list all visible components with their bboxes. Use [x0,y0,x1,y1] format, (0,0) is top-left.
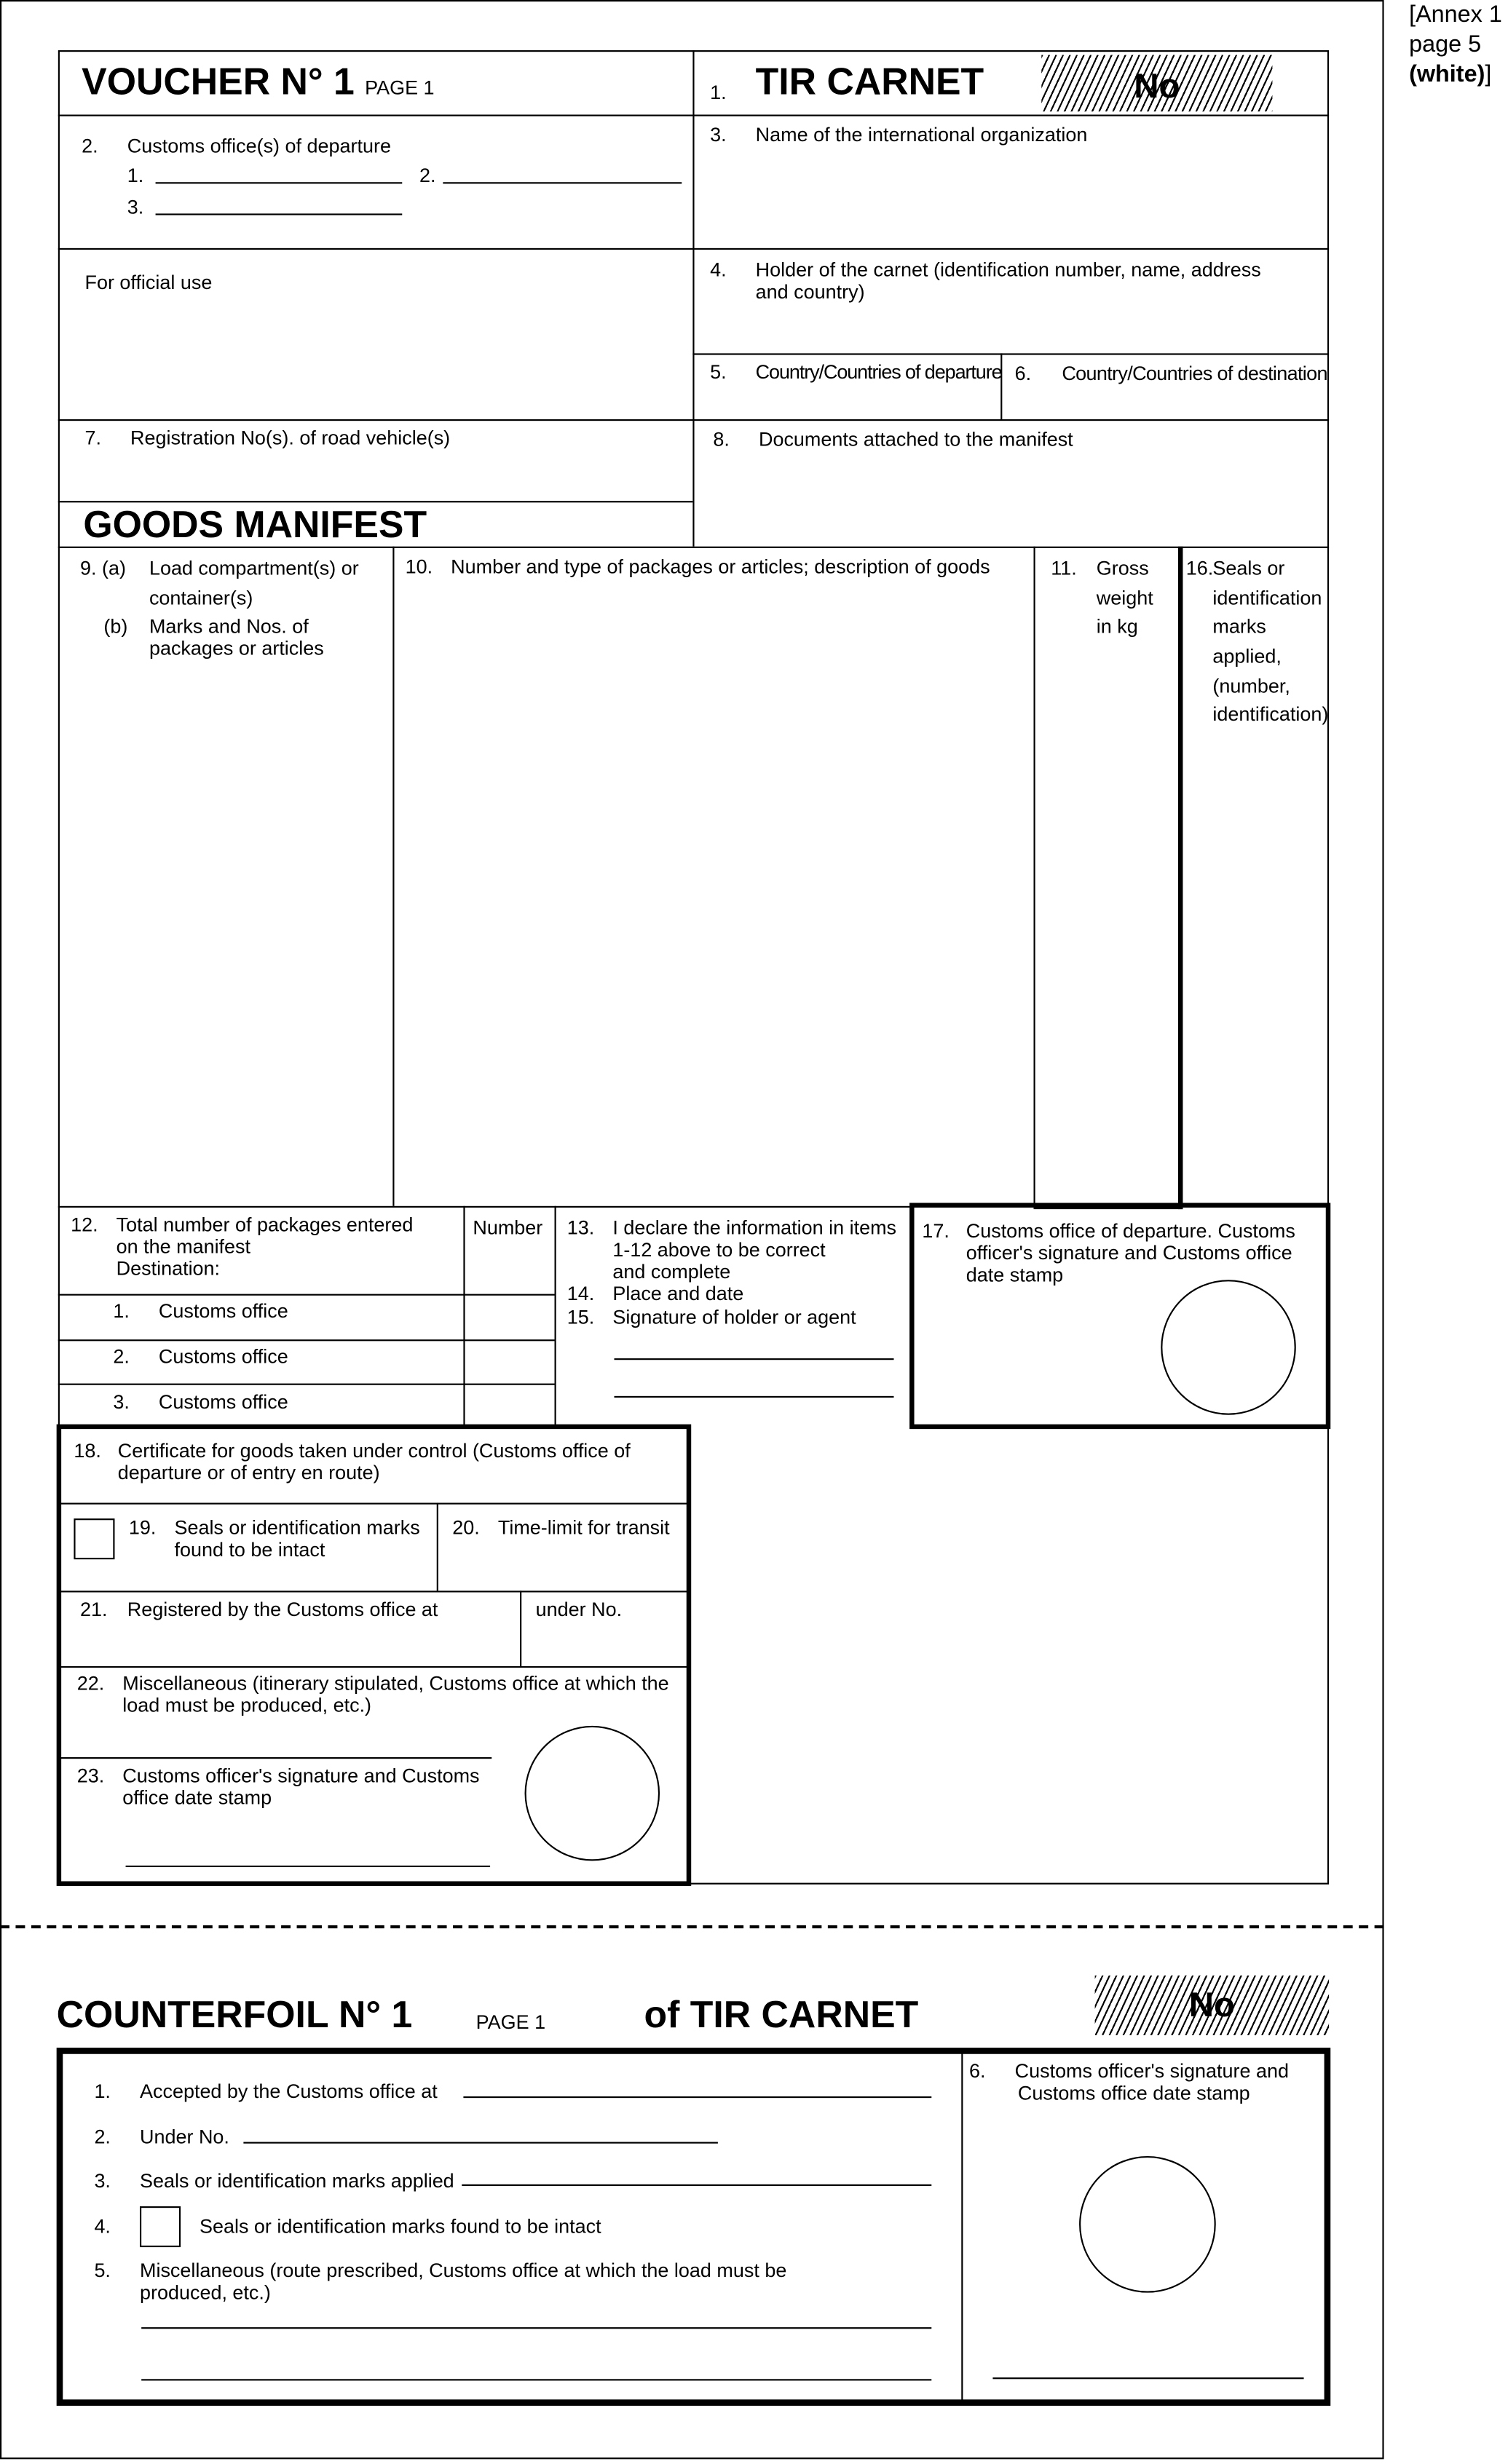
departure-office-3-line[interactable] [156,213,403,215]
cf-item-6-number: 6. [969,2060,986,2083]
field-3-number: 3. [710,124,727,146]
cf-item-4-number: 4. [94,2215,111,2238]
divider [437,1503,438,1591]
field-16-number: 16. [1185,557,1214,580]
field-7-number: 7. [84,427,102,449]
divider [58,1294,555,1296]
carnet-number-field [1041,55,1272,112]
field-12-label: Total number of packages entered [116,1213,414,1236]
field-13-label: I declare the information in items [612,1216,897,1240]
cf-item-2-number: 2. [94,2126,111,2149]
field-22-label: Miscellaneous (itinerary stipulated, Customs office at which the [122,1672,669,1695]
cf-signature-line[interactable] [992,2377,1303,2379]
field-18-number: 18. [74,1440,101,1462]
dest-2-number: 2. [113,1345,130,1368]
field-16-label: identification [1212,587,1322,610]
departure-office-2-label: 2. [419,165,436,187]
stamp-circle-23 [525,1726,660,1861]
stamp-circle-17 [1161,1280,1296,1415]
field-11-label: weight [1096,587,1153,610]
divider [58,1666,690,1668]
divider [692,50,694,547]
field-2-label: Customs office(s) of departure [127,135,391,157]
divider [692,353,1329,354]
field-4-number: 4. [710,258,727,282]
field-22-number: 22. [76,1672,105,1695]
voucher-title-text: VOUCHER N° 1 [82,61,355,104]
cf-item-6-label: Customs officer's signature and [1014,2060,1289,2083]
departure-office-3-label: 3. [127,196,144,218]
official-use-label: For official use [84,272,213,294]
divider [58,1384,555,1385]
departure-office-1-line[interactable] [156,182,403,183]
cf-item-1-label: Accepted by the Customs office at [139,2080,438,2103]
dest-2-label: Customs office [158,1345,288,1368]
field-14-label: Place and date [612,1283,744,1305]
counterfoil-page: PAGE 1 [475,2011,546,2034]
field-17-number: 17. [922,1220,950,1243]
field-12-label: Destination: [116,1257,221,1280]
field-11-number: 11. [1051,557,1077,580]
cf-item-4-label: Seals or identification marks found to be intact [199,2215,601,2238]
field-12-label: on the manifest [116,1235,251,1258]
field-19-number: 19. [128,1516,157,1540]
counterfoil-number-field [1095,1976,1329,2035]
number-column-label: Number [473,1216,543,1240]
field-13-label: and complete [612,1261,731,1283]
field-21-number: 21. [80,1599,108,1621]
field-18-label: departure or of entry en route) [117,1462,380,1484]
cf-item-5-number: 5. [94,2259,111,2282]
field-15-label: Signature of holder or agent [612,1306,856,1329]
field-13-label: 1-12 above to be correct [612,1239,826,1261]
field-16-label: identification) [1212,703,1329,726]
field-19-label: Seals or identification marks [174,1516,420,1540]
perforation-line [0,1925,1384,1928]
divider [1034,547,1035,1206]
divider [58,547,1329,548]
cf-item-1-line[interactable] [463,2096,931,2098]
divider [58,114,1329,116]
cf-misc-line-2[interactable] [141,2379,931,2380]
place-date-line[interactable] [615,1358,894,1360]
field-16-label: (number, [1212,675,1290,697]
cf-seals-intact-checkbox[interactable] [140,2206,181,2247]
field-6-number: 6. [1014,363,1032,385]
divider [58,248,1329,250]
divider [555,1206,556,1426]
departure-office-1-label: 1. [127,165,144,187]
field-20-number: 20. [452,1516,480,1540]
cf-item-5-label-cont: produced, etc.) [139,2281,271,2304]
field-16-label: Seals or [1212,557,1285,580]
annex-line: [Annex 1 [1409,1,1502,28]
field-8-number: 8. [713,428,730,451]
cf-item-2-label: Under No. [139,2126,229,2149]
field-9a-label: Load compartment(s) or [149,557,359,580]
voucher-title [82,63,434,108]
cf-misc-line-1[interactable] [141,2327,931,2329]
field-22-label: load must be produced, etc.) [122,1694,372,1716]
field-5-label: Country/Countries of departure [755,361,1002,384]
field-5-number: 5. [710,361,727,384]
counterfoil-no-label: No [1188,1984,1235,2024]
annex-bracket: ] [1485,61,1492,88]
field-16-label: marks [1212,615,1266,638]
field-23-label: Customs officer's signature and Customs [122,1764,480,1788]
field-11-label: Gross [1096,557,1149,580]
divider [58,1590,690,1592]
field-20-label: Time-limit for transit [497,1516,670,1540]
departure-office-2-line[interactable] [443,182,682,183]
divider-thick [1178,547,1183,1209]
divider [58,1503,690,1505]
dest-3-number: 3. [113,1391,130,1414]
divider [392,547,394,1206]
field-10-label: Number and type of packages or articles; description of goods [451,555,990,578]
field-6-label: Country/Countries of destination [1062,363,1327,385]
annex-color [1409,60,1491,90]
field-11-label: in kg [1096,615,1138,638]
field-17-label: Customs office of departure. Customs [966,1220,1295,1243]
field-15-number: 15. [567,1306,595,1329]
cf-item-3-number: 3. [94,2170,111,2192]
carnet-no-label: No [1134,66,1180,106]
field-4-label: Holder of the carnet (identification number, name, address [755,258,1261,282]
voucher-page: PAGE 1 [365,76,435,99]
divider [961,2051,963,2402]
field-19-label: found to be intact [174,1539,325,1561]
field-8-label: Documents attached to the manifest [758,428,1073,451]
annex-color-text: (white) [1409,61,1485,88]
divider [520,1590,521,1666]
dest-1-label: Customs office [158,1300,288,1323]
field-23-number: 23. [76,1764,105,1788]
under-no-label: under No. [535,1599,623,1621]
tir-carnet-title: TIR CARNET [755,61,984,104]
signature-line[interactable] [615,1396,894,1398]
field-23-label: office date stamp [122,1787,272,1810]
field-18-label: Certificate for goods taken under control (Customs office of [117,1440,631,1462]
field-16-label: applied, [1212,645,1282,668]
seals-intact-checkbox[interactable] [74,1518,114,1559]
divider [58,1757,492,1759]
dest-3-label: Customs office [158,1391,288,1414]
cf-item-6-label-cont: Customs office date stamp [1017,2082,1250,2104]
field-4-label-cont: and country) [755,281,865,304]
field-9a-label-cont: container(s) [149,587,253,610]
field-2-number: 2. [82,135,98,157]
divider [58,1206,911,1208]
cf-item-2-line[interactable] [243,2142,718,2144]
field-3-label: Name of the international organization [755,124,1088,146]
field-17-label: date stamp [966,1264,1064,1286]
cf-item-3-line[interactable] [462,2184,931,2186]
field-9b-label: Marks and Nos. of [149,615,309,638]
divider [58,1339,555,1341]
counterfoil-title: COUNTERFOIL N° 1 [56,1994,413,2037]
divider [58,419,1329,421]
field-9b-number: (b) [103,615,128,638]
field-9-number: 9. (a) [80,557,126,580]
cf-stamp-circle [1079,2156,1216,2293]
divider [463,1206,465,1426]
cf-item-5-label: Miscellaneous (route prescribed, Customs office at which the load must be [139,2259,787,2282]
officer-signature-line[interactable] [126,1866,490,1867]
dest-1-number: 1. [113,1300,130,1323]
field-17-label: officer's signature and Customs office [966,1242,1292,1264]
field-9b-label-cont: packages or articles [149,637,324,660]
cf-item-1-number: 1. [94,2080,111,2103]
field-1-number: 1. [710,82,727,104]
field-7-label: Registration No(s). of road vehicle(s) [130,427,451,449]
field-14-number: 14. [567,1283,595,1305]
divider [58,501,693,502]
field-10-number: 10. [405,555,433,578]
field-12-number: 12. [71,1213,98,1236]
counterfoil-carnet-title: of TIR CARNET [644,1994,919,2037]
annex-page: page 5 [1409,31,1482,58]
goods-manifest-title: GOODS MANIFEST [83,504,427,547]
cf-item-3-label: Seals or identification marks applied [139,2170,454,2192]
field-13-number: 13. [567,1216,595,1240]
field-21-label: Registered by the Customs office at [127,1599,438,1621]
